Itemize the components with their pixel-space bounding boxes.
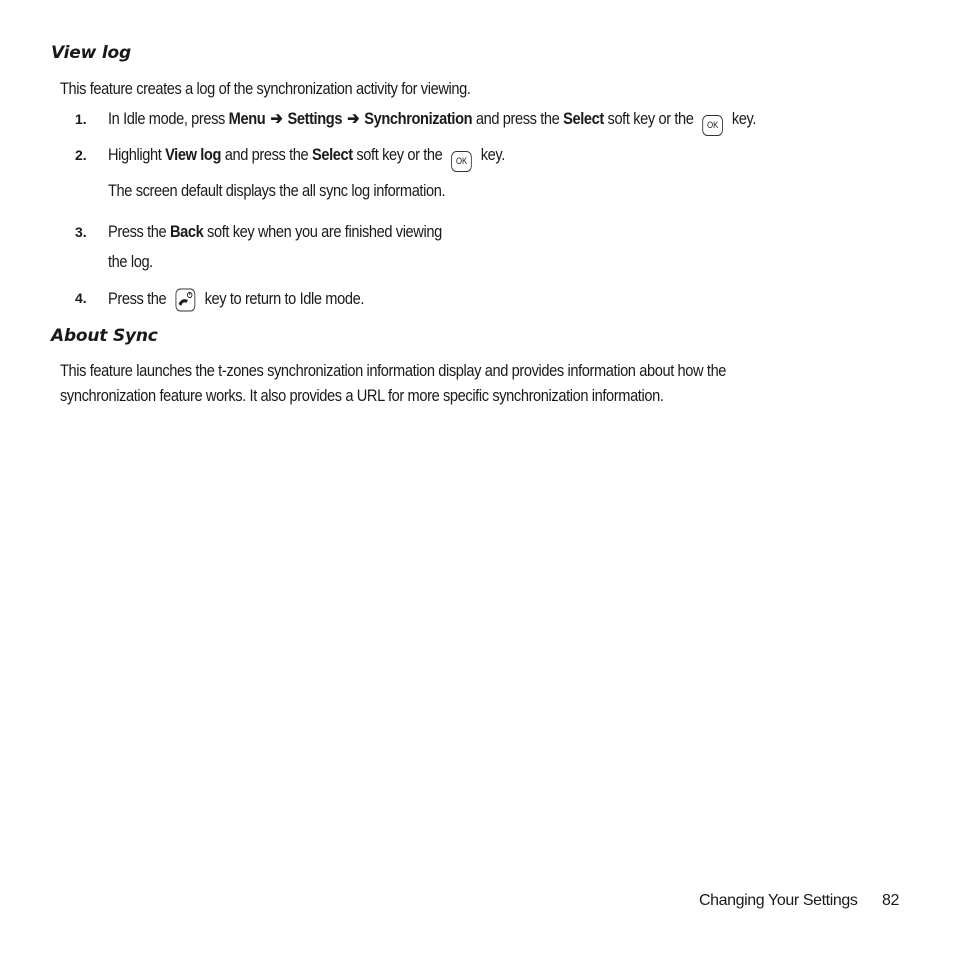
section-heading-about-sync: About Sync (51, 326, 158, 346)
view-log-label: View log (165, 145, 222, 164)
about-sync-line-2: synchronization feature works. It also provides a URL for more specific synchronization information. (60, 386, 664, 405)
ok-key-icon: OK (702, 115, 723, 136)
step-3-number: 3. (75, 224, 87, 240)
step-2-text: Highlight View log and press the Select soft key or the OK key. (108, 145, 505, 172)
step-3-text-line2: the log. (108, 252, 153, 271)
step-2-note: The screen default displays the all sync log information. (108, 181, 446, 200)
back-label: Back (169, 222, 204, 241)
step-1-number: 1. (75, 111, 87, 127)
settings-label: Settings (287, 109, 343, 128)
step-4-text: Press the key to return to Idle mode. (108, 288, 364, 312)
footer-chapter-title: Changing Your Settings (699, 892, 858, 909)
menu-label: Menu (228, 109, 266, 128)
view-log-intro: This feature creates a log of the synchronization activity for viewing. (60, 79, 471, 98)
step-2-number: 2. (75, 147, 87, 163)
step-3-text: Press the Back soft key when you are finished viewing (108, 222, 442, 241)
step-4-number: 4. (75, 290, 87, 306)
step-1-text: In Idle mode, press Menu ➔ Settings ➔ Synchronization and press the Select soft key or the OK key. (108, 109, 756, 136)
arrow-icon: ➔ (347, 109, 360, 128)
section-heading-view-log: View log (51, 43, 131, 63)
about-sync-line-1: This feature launches the t-zones synchronization information display and provides information about how the (60, 361, 727, 380)
ok-key-icon: OK (451, 151, 472, 172)
select-label: Select (311, 145, 353, 164)
arrow-icon: ➔ (270, 109, 283, 128)
select-label: Select (563, 109, 604, 128)
page-number: 82 (882, 892, 899, 909)
synchronization-label: Synchronization (364, 109, 473, 128)
end-key-icon (175, 288, 196, 312)
